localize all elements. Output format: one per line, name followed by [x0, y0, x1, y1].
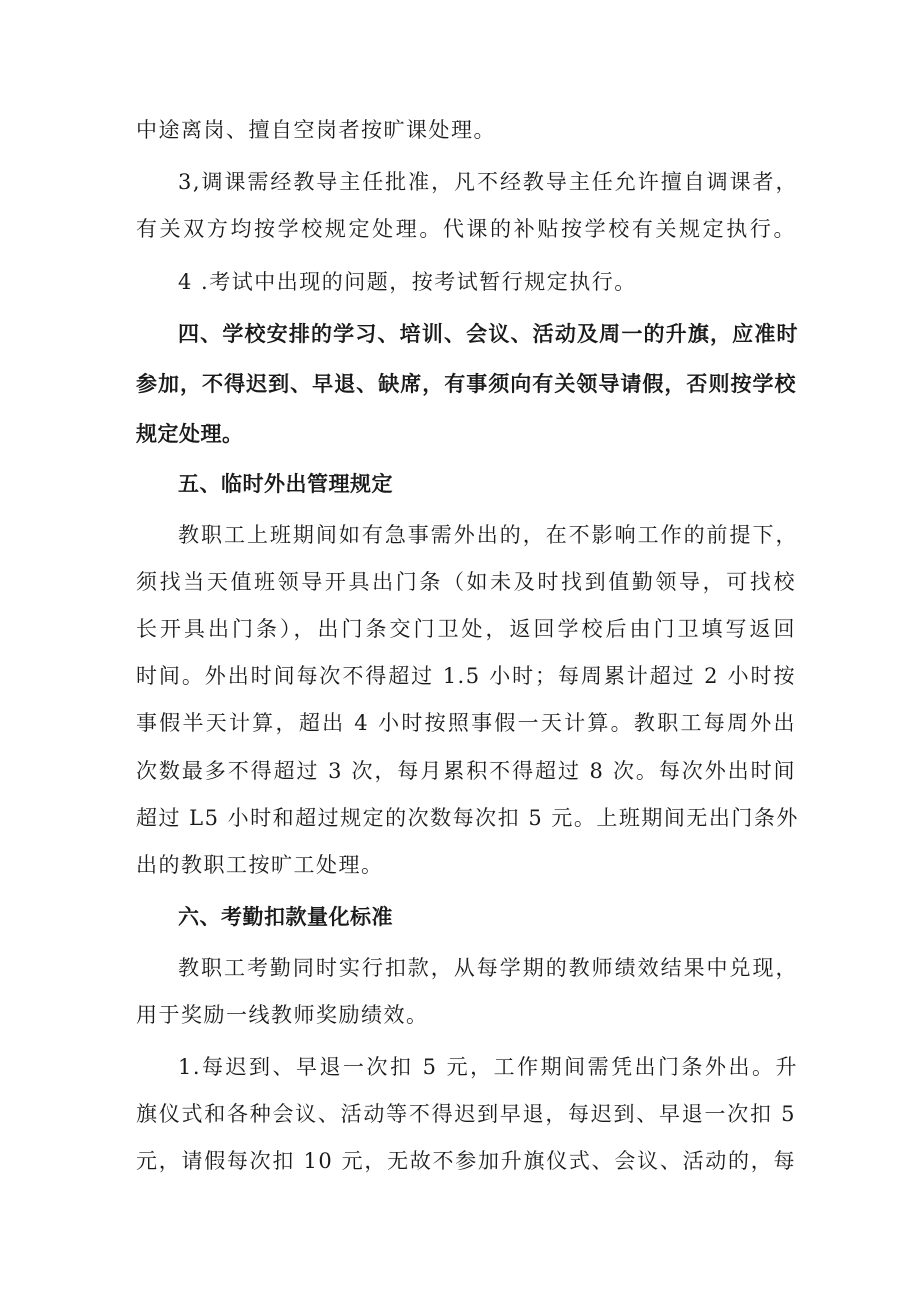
paragraph-line: 次数最多不得超过 3 次，每月累积不得超过 8 次。每次外出时间: [136, 759, 796, 783]
paragraph-line: 4 .考试中出现的问题，按考试暂行规定执行。: [178, 270, 637, 294]
paragraph-line: 中途离岗、擅自空岗者按旷课处理。: [136, 118, 496, 142]
paragraph-line: 旗仪式和各种会议、活动等不得迟到早退，每迟到、早退一次扣 5: [136, 1102, 796, 1126]
paragraph-line: 用于奖励一线教师奖励绩效。: [136, 1003, 429, 1027]
paragraph-line: 教职工上班期间如有急事需外出的，在不影响工作的前提下，: [178, 523, 798, 547]
paragraph-line: 3,调课需经教导主任批准，凡不经教导主任允许擅自调课者，: [178, 170, 798, 194]
paragraph-line: 元，请假每次扣 10 元，无故不参加升旗仪式、会议、活动的，每: [136, 1149, 796, 1173]
paragraph-line: 有关双方均按学校规定处理。代课的补贴按学校有关规定执行。: [136, 217, 796, 241]
paragraph-line: 事假半天计算，超出 4 小时按照事假一天计算。教职工每周外出: [136, 711, 796, 735]
section-heading-line: 参加，不得迟到、早退、缺席，有事须向有关领导请假，否则按学校: [136, 372, 796, 396]
paragraph-line: 超过 L5 小时和超过规定的次数每次扣 5 元。上班期间无出门条外: [136, 806, 799, 830]
section-heading: 五、临时外出管理规定: [178, 472, 393, 496]
section-heading-line: 四、学校安排的学习、培训、会议、活动及周一的升旗，应准时: [178, 322, 798, 346]
paragraph-line: 须找当天值班领导开具出门条（如未及时找到值勤领导，可找校: [136, 570, 796, 594]
paragraph-line: 长开具出门条），出门条交门卫处，返回学校后由门卫填写返回: [136, 617, 796, 641]
paragraph-line: 出的教职工按旷工处理。: [136, 853, 384, 877]
section-heading-line: 规定处理。: [136, 422, 244, 446]
paragraph-line: 时间。外出时间每次不得超过 1.5 小时；每周累计超过 2 小时按: [136, 664, 796, 688]
section-heading: 六、考勤扣款量化标准: [178, 905, 393, 929]
paragraph-line: 1.每迟到、早退一次扣 5 元，工作期间需凭出门条外出。升: [178, 1055, 798, 1079]
paragraph-line: 教职工考勤同时实行扣款，从每学期的教师绩效结果中兑现，: [178, 956, 798, 980]
